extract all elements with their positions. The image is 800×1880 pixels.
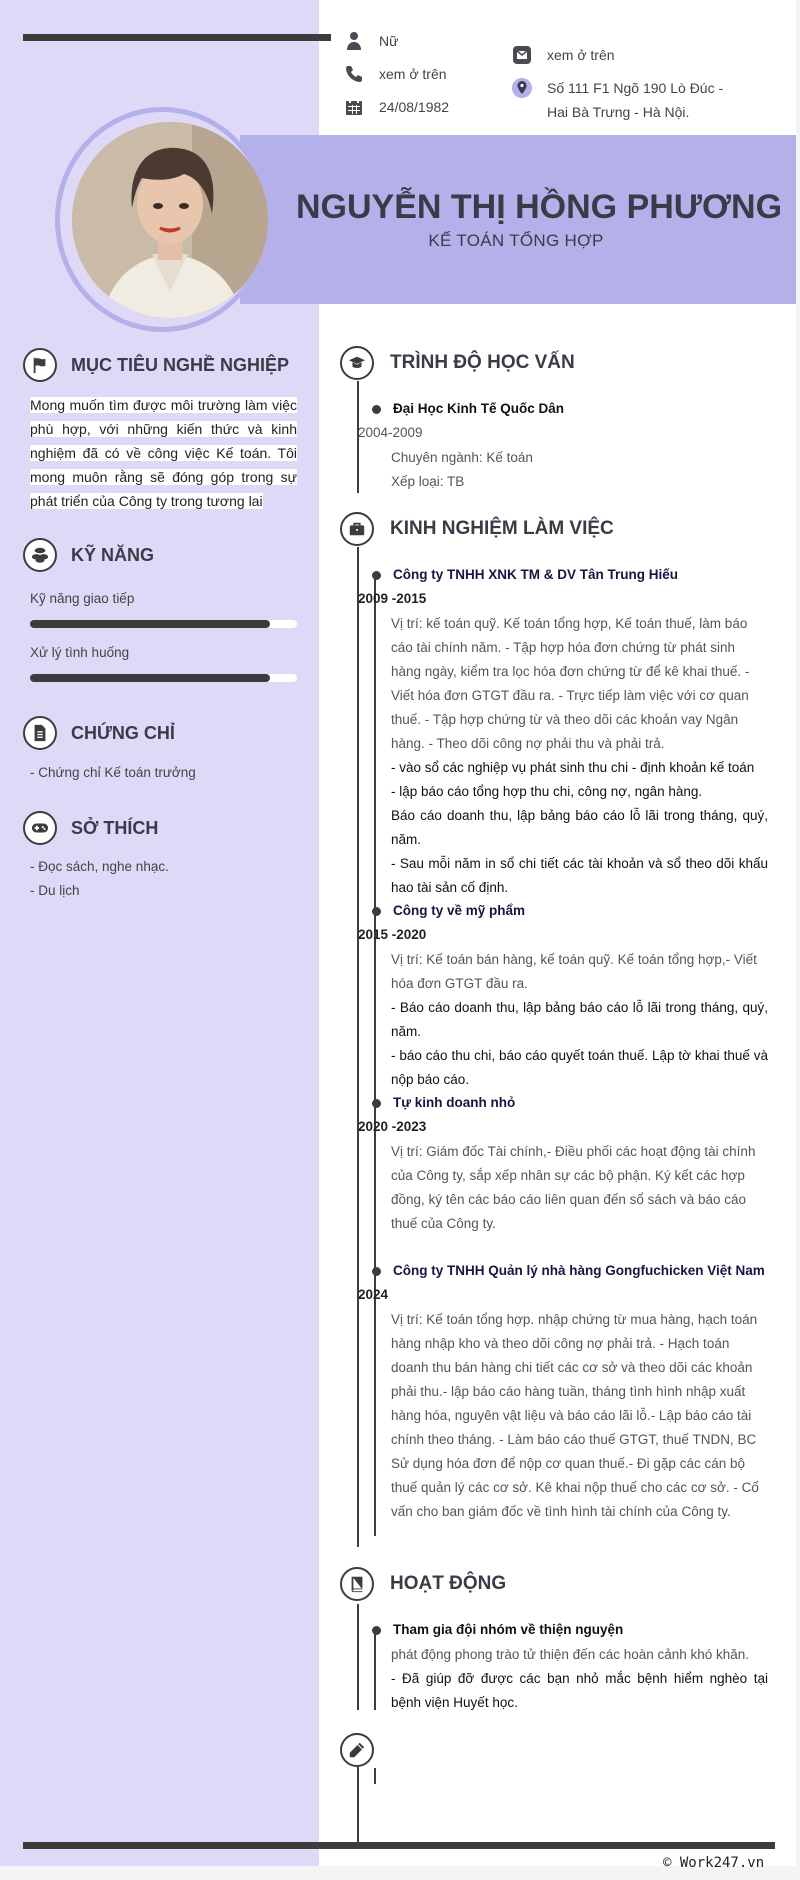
job-company: Công ty TNHH Quản lý nhà hàng Gongfuchicken Việt Nam [393,1263,765,1278]
job-period: 2015 -2020 [358,927,427,942]
objective-heading-text: MỤC TIÊU NGHỀ NGHIỆP [71,354,290,375]
education-details [391,446,768,494]
experience-heading-text: KINH NGHIỆM LÀM VIỆC [390,518,614,539]
education-heading [340,346,575,380]
activities-heading [340,1567,506,1601]
timeline-subline [374,1768,376,1784]
objective-text [30,393,297,513]
objective-body: Mong muốn tìm được môi trường làm việc phù hợp, với những kiến thức và kinh nghiệm đã có về công việc Kế toán. Tôi mong muôn rằng sẽ đóng góp trong sự phát triển của Công ty trong tương lai [30,397,297,509]
job-desc-text: Vị trí: Kế toán tổng hợp. nhập chứng từ mua hàng, hạch toán hàng nhập kho và theo dõi công nợ phải trả. - Hạch toán doanh thu bán hàng chi tiết các cơ sở và theo dõi các khoản phải thu.- lập báo cáo hàng tuần, tháng tình hình nhập xuất hàng hóa, nguyên vật liệu và báo cáo lãi lỗ.- Lập báo cáo tài chính theo tháng. - Làm báo cáo thuế GTGT, thuế TNDN, BC Sử dụng hóa đơn để nộp cơ quan thuế.- Đi gặp các cán bộ thuế quản lý các cơ sở. Kê khai nộp thuế cho các cơ sở. - Cố vấn cho ban giám đốc về tình hình tài chính của Công ty. [391,1312,759,1519]
email-value[interactable]: xem ở trên [547,47,615,63]
skills-heading [23,538,154,572]
job-company: Tự kinh doanh nhỏ [393,1095,516,1110]
activity-line: - Đã giúp đỡ được các bạn nhỏ mắc bệnh hiểm nghèo tại bệnh viện Huyết học. [391,1671,768,1710]
email-icon [511,44,533,66]
job-desc-line: - báo cáo thu chi, báo cáo quyết toán thuế. Lập tờ khai thuế và nộp báo cáo. [391,1048,768,1087]
skill-bar-fill [30,674,270,682]
job-desc-line: - Báo cáo doanh thu, lập bảng báo cáo lỗ lãi trong tháng, quý, năm. [391,1000,768,1039]
watermark: © Work247.vn [663,1855,765,1871]
timeline-dot [372,405,381,414]
job-desc-text: Vị trí: kế toán quỹ. Kế toán tổng hợp, Kế toán thuế, làm báo cáo tài chính năm. - Tập hợp hóa đơn chứng từ phát sinh hàng ngày, kiểm tra lọc hóa đơn chứng từ để kê khai thuế. - Viết hóa đơn GTGT đầu ra. - Trực tiếp làm việc với cơ quan thuế. - Tập hợp chứng từ và theo dõi các khoản vay Ngân hàng. - Theo dõi công nợ phải thu và phải trả. [391,616,750,751]
job-description [391,1140,768,1236]
full-name: NGUYỄN THỊ HỒNG PHƯƠNG [296,188,783,226]
birthday-value: 24/08/1982 [379,99,450,115]
timeline-dot [372,1626,381,1635]
contact-gender [343,30,398,52]
extra-section-heading [340,1733,374,1767]
education-heading-text: TRÌNH ĐỘ HỌC VẤN [390,352,575,373]
phone-value[interactable]: xem ở trên [379,66,447,82]
address-text [547,76,723,124]
avatar [72,122,268,318]
skills-heading-text: KỸ NĂNG [71,544,155,565]
certificates-heading [23,716,175,750]
top-divider [23,34,331,41]
job-desc-text: Vị trí: Giám đốc Tài chính,- Điều phối các hoạt động tài chính của Công ty, sắp xếp nhân sự các bộ phận. Ký kết các hợp đồng, ký tên các báo cáo liên quan đến sổ sách và báo cáo thuế của Công ty. [391,1144,756,1231]
activities-heading-text: HOẠT ĐỘNG [390,1573,507,1594]
timeline-dot [372,1099,381,1108]
job-period: 2020 -2023 [358,1119,427,1134]
calendar-icon [343,96,365,118]
address-line-1: Số 111 F1 Ngõ 190 Lò Đúc - [547,80,724,96]
education-school: Đại Học Kinh Tế Quốc Dân [393,401,565,416]
hobbies-heading [23,811,158,845]
skill-bar [30,674,297,682]
job-period: 2024 [358,1287,389,1302]
skill-label: Kỹ năng giao tiếp [30,591,135,606]
activity-title: Tham gia đội nhóm về thiện nguyện [393,1622,624,1637]
job-company: Công ty về mỹ phẩm [393,903,526,918]
location-icon [511,77,533,99]
job-desc-line: - lập báo cáo tổng hợp thu chi, công nợ, ngân hàng. [391,784,703,799]
skill-label: Xử lý tình huống [30,645,130,660]
activity-line: phát động phong trào tử thiện đến các hoàn cảnh khó khăn. [391,1647,750,1662]
female-icon [343,30,365,52]
certificates-heading-text: CHỨNG CHỈ [71,722,175,743]
job-description [391,612,768,900]
hobby-item: - Du lịch [30,883,80,898]
phone-icon [343,63,365,85]
skill-item [30,591,297,628]
job-desc-text: Vị trí: Kế toán bán hàng, kế toán quỹ. Kế toán tổng hợp,- Viết hóa đơn GTGT đầu ra. [391,952,757,991]
skill-item [30,645,297,682]
contact-email [511,44,615,66]
job-period: 2009 -2015 [358,591,427,606]
skill-bar [30,620,297,628]
timeline-dot [372,571,381,580]
book-icon [340,1567,374,1601]
timeline-line [357,1604,359,1710]
briefcase-icon [340,512,374,546]
contact-phone [343,63,447,85]
hobbies-heading-text: SỞ THÍCH [71,817,159,838]
experience-heading [340,512,614,546]
timeline-subline [374,1630,376,1710]
job-desc-line: Báo cáo doanh thu, lập bảng báo cáo lỗ lãi trong tháng, quý, năm. [391,808,768,847]
certificate-icon [23,716,57,750]
job-description [391,1308,768,1524]
gender-value: Nữ [379,33,399,49]
pencil-icon [340,1733,374,1767]
timeline-subline [374,576,376,1536]
certificate-item: - Chứng chỉ Kế toán trưởng [30,765,196,780]
hobby-item: - Đọc sách, nghe nhạc. [30,859,169,874]
job-description [391,948,768,1092]
graduation-cap-icon [340,346,374,380]
education-major: Chuyên ngành: Kế toán [391,450,533,465]
bottom-divider [23,1842,775,1849]
timeline-dot [372,1267,381,1276]
job-desc-line: - Sau mỗi năm in sổ chi tiết các tài khoản và sổ theo dõi khấu hao tài sản cố định. [391,856,768,895]
job-company: Công ty TNHH XNK TM & DV Tân Trung Hiếu [393,567,678,582]
contact-address [511,76,723,124]
coins-icon [23,538,57,572]
skill-bar-fill [30,620,270,628]
activity-description [391,1643,768,1715]
gamepad-icon [23,811,57,845]
flag-icon [23,348,57,382]
timeline-line [357,547,359,1547]
avatar-portrait [72,122,268,318]
objective-heading [23,348,289,382]
address-line-2: Hai Bà Trưng - Hà Nội. [547,104,690,120]
timeline-dot [372,907,381,916]
education-period: 2004-2009 [358,425,423,440]
contact-birthday [343,96,449,118]
job-title: KẾ TOÁN TỔNG HỢP [428,231,604,250]
education-rank: Xếp loại: TB [391,474,465,489]
job-desc-line: - vào sổ các nghiệp vụ phát sinh thu chi - định khoản kế toán [391,760,755,775]
timeline-line [357,1767,359,1842]
